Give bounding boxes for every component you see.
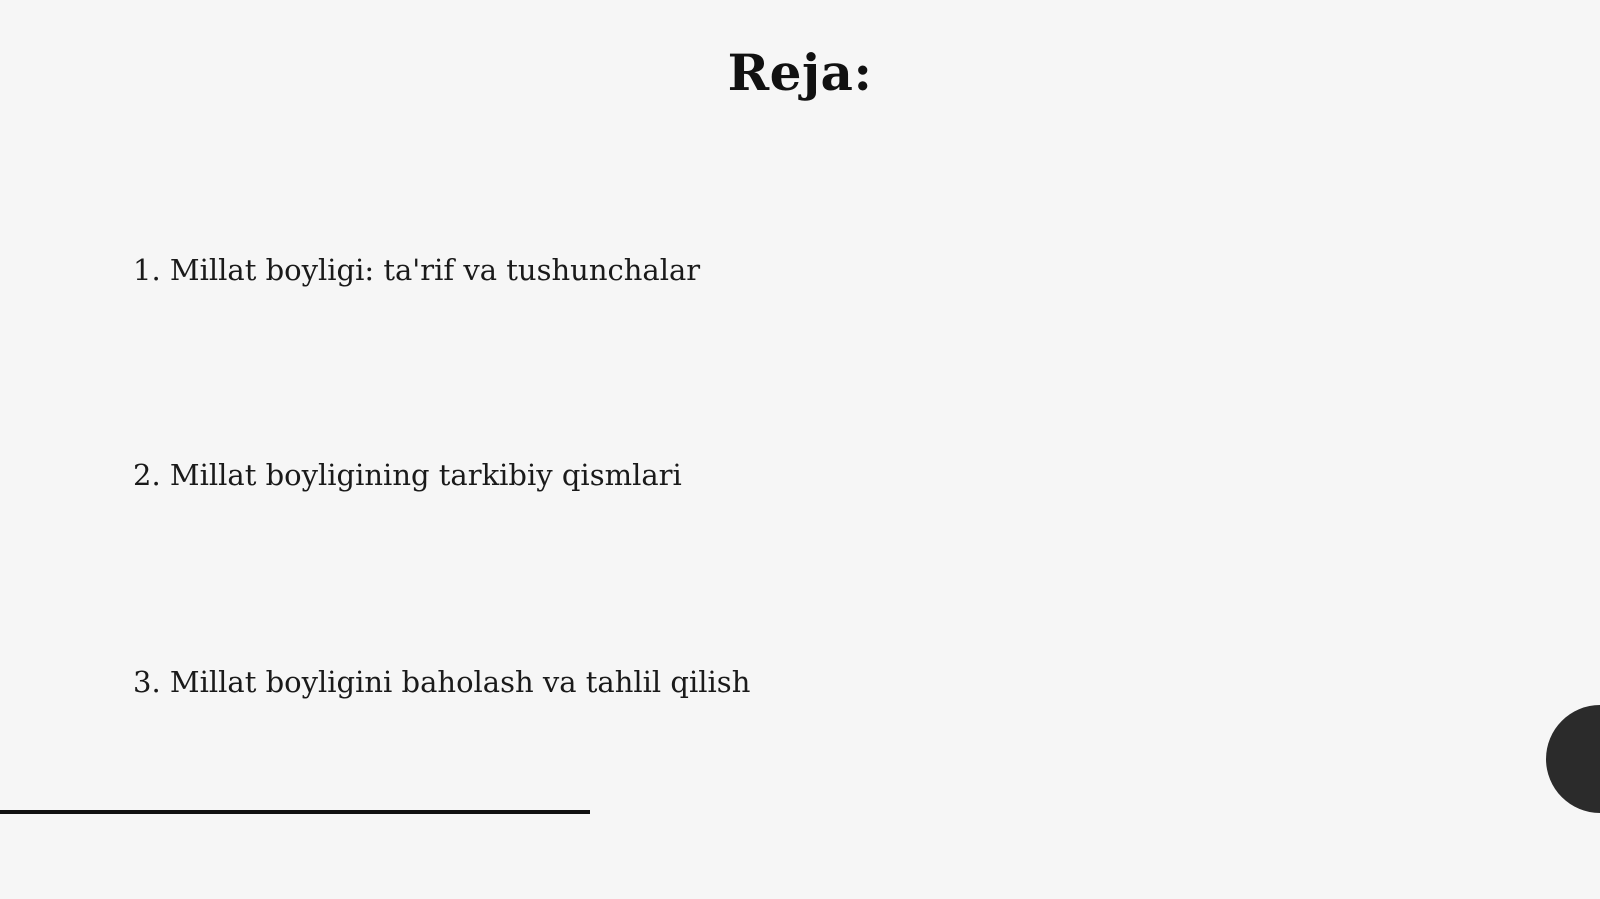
decorative-circle [1546, 705, 1600, 813]
divider-line [0, 810, 590, 814]
plan-item-3: 3. Millat boyligini baholash va tahlil qilish [133, 665, 751, 699]
slide-title: Reja: [727, 43, 873, 102]
plan-item-2: 2. Millat boyligining tarkibiy qismlari [133, 458, 682, 492]
plan-item-1: 1. Millat boyligi: ta'rif va tushunchalar [133, 253, 701, 287]
